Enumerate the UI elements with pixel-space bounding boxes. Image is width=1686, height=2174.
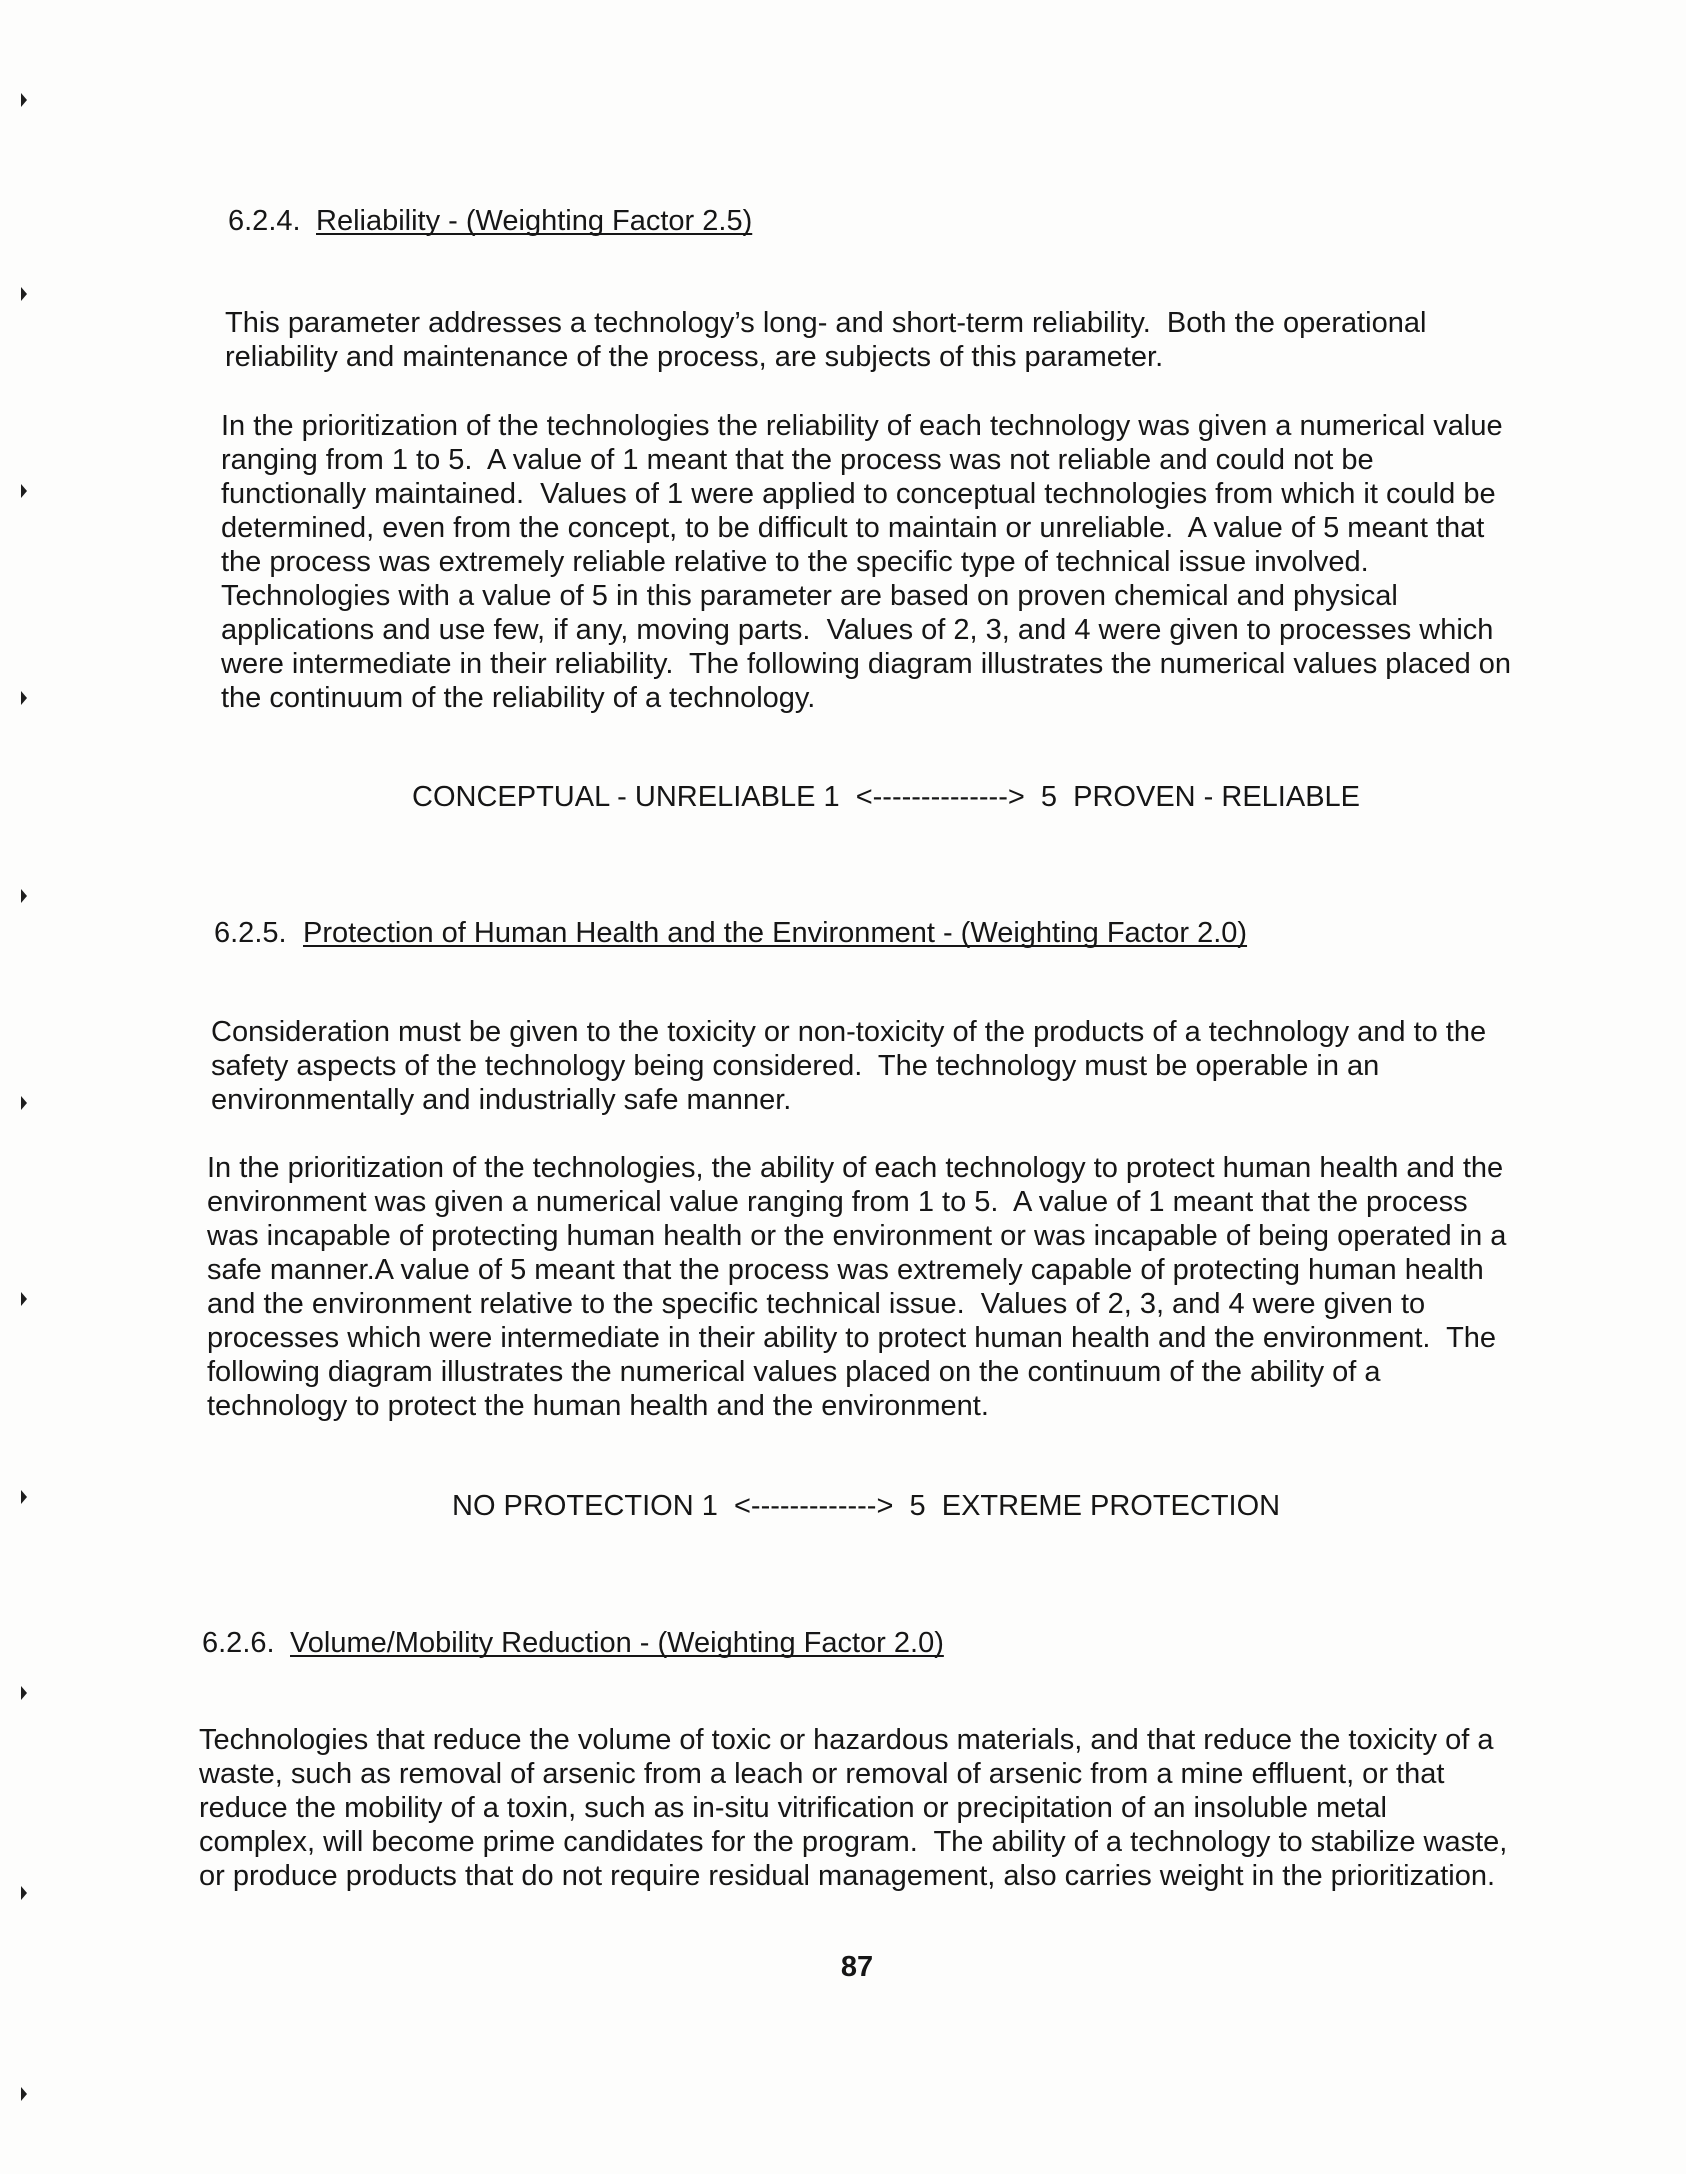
paragraph-line: was incapable of protecting human health or the environment or was incapable of being operated in a	[207, 1220, 1507, 1252]
paragraph-line: reduce the mobility of a toxin, such as in-situ vitrification or precipitation of an insoluble metal	[199, 1792, 1387, 1824]
section-number: 6.2.4.	[228, 205, 301, 237]
section-number: 6.2.6.	[202, 1627, 275, 1659]
paragraph-line: following diagram illustrates the numerical values placed on the continuum of the ability of a	[207, 1356, 1381, 1388]
section-title: Reliability - (Weighting Factor 2.5)	[316, 205, 753, 237]
paragraph-line: Technologies with a value of 5 in this parameter are based on proven chemical and physical	[221, 580, 1398, 612]
paragraph-line: This parameter addresses a technology’s long- and short-term reliability. Both the operational	[225, 307, 1427, 339]
paragraph	[211, 1015, 1486, 1117]
paragraph-line: determined, even from the concept, to be difficult to maintain or unreliable. A value of 5 meant that	[221, 512, 1485, 544]
paragraph-line: and the environment relative to the specific technical issue. Values of 2, 3, and 4 were given to	[207, 1288, 1426, 1320]
paragraph-line: safe manner.A value of 5 meant that the process was extremely capable of protecting human health	[207, 1254, 1484, 1286]
rating-scale: NO PROTECTION 1 <-------------> 5 EXTREME PROTECTION	[452, 1490, 1281, 1522]
binding-mark	[21, 93, 27, 107]
paragraph-line: complex, will become prime candidates for the program. The ability of a technology to stabilize waste,	[199, 1826, 1508, 1858]
paragraph-line: reliability and maintenance of the process, are subjects of this parameter.	[225, 341, 1164, 373]
binding-mark	[21, 2087, 27, 2101]
binding-mark	[21, 484, 27, 498]
paragraph-line: environmentally and industrially safe manner.	[211, 1084, 792, 1116]
paragraph-line: safety aspects of the technology being considered. The technology must be operable in an	[211, 1050, 1380, 1082]
paragraph-line: the continuum of the reliability of a technology.	[221, 682, 816, 714]
paragraph-line: applications and use few, if any, moving parts. Values of 2, 3, and 4 were given to processes which	[221, 614, 1494, 646]
paragraph-line: functionally maintained. Values of 1 were applied to conceptual technologies from which it could be	[221, 478, 1496, 510]
paragraph-line: the process was extremely reliable relative to the specific type of technical issue involved.	[221, 546, 1369, 578]
binding-mark	[21, 1686, 27, 1700]
rating-scale: CONCEPTUAL - UNRELIABLE 1 <--------------> 5 PROVEN - RELIABLE	[412, 781, 1361, 813]
paragraph	[199, 1723, 1507, 1893]
binding-mark	[21, 691, 27, 705]
paragraph-line: technology to protect the human health and the environment.	[207, 1390, 989, 1422]
section-number: 6.2.5.	[214, 917, 287, 949]
binding-mark	[21, 287, 27, 301]
binding-mark	[21, 1096, 27, 1110]
binding-mark	[21, 1292, 27, 1306]
binding-mark	[21, 889, 27, 903]
binding-mark	[21, 1490, 27, 1504]
binding-mark	[21, 1886, 27, 1900]
paragraph-line: Technologies that reduce the volume of toxic or hazardous materials, and that reduce the toxicity of a	[199, 1724, 1494, 1756]
paragraph	[207, 1151, 1506, 1423]
paragraph-line: waste, such as removal of arsenic from a leach or removal of arsenic from a mine effluent, or that	[199, 1758, 1445, 1790]
paragraph-line: Consideration must be given to the toxicity or non-toxicity of the products of a technology and to the	[211, 1016, 1487, 1048]
paragraph-line: ranging from 1 to 5. A value of 1 meant that the process was not reliable and could not be	[221, 444, 1374, 476]
paragraph-line: or produce products that do not require residual management, also carries weight in the prioritization.	[199, 1860, 1496, 1892]
section-title: Protection of Human Health and the Environment - (Weighting Factor 2.0)	[303, 917, 1248, 949]
section-title: Volume/Mobility Reduction - (Weighting Factor 2.0)	[290, 1627, 944, 1659]
paragraph-line: In the prioritization of the technologies the reliability of each technology was given a numerical value	[221, 410, 1503, 442]
paragraph-line: environment was given a numerical value ranging from 1 to 5. A value of 1 meant that the process	[207, 1186, 1468, 1218]
paragraph	[221, 409, 1511, 715]
paragraph	[225, 306, 1426, 374]
paragraph-line: were intermediate in their reliability. The following diagram illustrates the numerical values placed on	[221, 648, 1512, 680]
paragraph-line: In the prioritization of the technologies, the ability of each technology to protect human health and the	[207, 1152, 1504, 1184]
paragraph-line: processes which were intermediate in their ability to protect human health and the environment. The	[207, 1322, 1497, 1354]
page-number: 87	[840, 1951, 874, 1983]
